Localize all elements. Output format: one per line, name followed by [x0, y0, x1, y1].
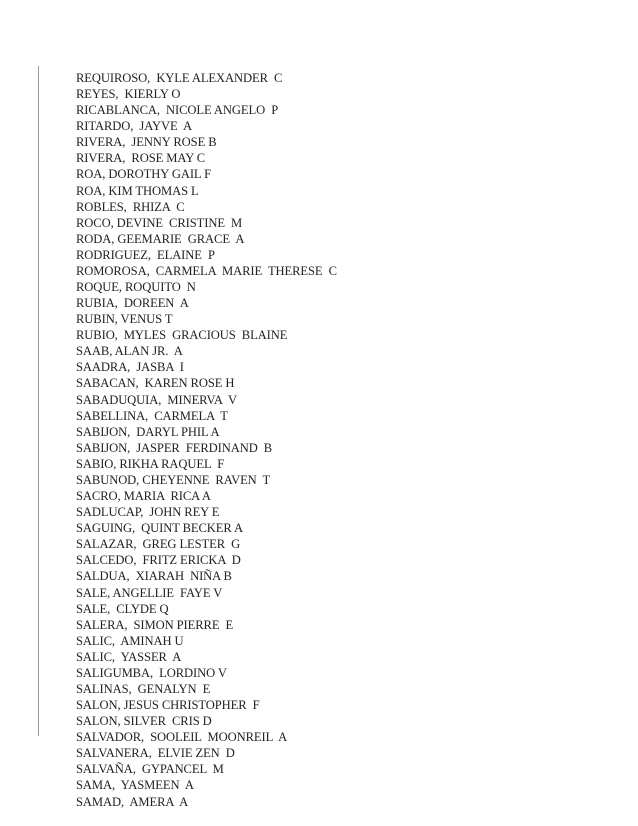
name-entry: SALIC, YASSER A [76, 649, 182, 664]
name-entry: SAMAD, AMERA A [76, 794, 189, 809]
name-entry: ROBLES, RHIZA C [76, 199, 185, 214]
name-entry: REQUIROSO, KYLE ALEXANDER C [76, 71, 283, 85]
name-entry: SALERA, SIMON PIERRE E [76, 617, 234, 632]
name-entry: SALINAS, GENALYN E [76, 681, 211, 696]
name-entry: SAGUING, QUINT BECKER A [76, 521, 244, 536]
name-entry: SALIC, AMINAH U [76, 633, 184, 648]
name-entry: RIVERA, JENNY ROSE B [76, 135, 217, 150]
name-entry: RICABLANCA, NICOLE ANGELO P [76, 103, 279, 118]
name-list [76, 70, 337, 810]
name-entry: SALE, CLYDE Q [76, 601, 169, 616]
name-entry: SABUNOD, CHEYENNE RAVEN T [76, 472, 271, 487]
name-entry: SALVADOR, SOOLEIL MOONREIL A [76, 730, 288, 745]
name-entry: RODA, GEEMARIE GRACE A [76, 231, 245, 246]
name-entry: SAAB, ALAN JR. A [76, 344, 183, 359]
name-entry: SABIJON, DARYL PHIL A [76, 424, 220, 439]
name-entry: SALDUA, XIARAH NIÑA B [76, 569, 232, 584]
name-entry: RITARDO, JAYVE A [76, 119, 193, 134]
name-entry: ROMOROSA, CARMELA MARIE THERESE C [76, 263, 337, 278]
name-entry: SABACAN, KAREN ROSE H [76, 376, 235, 391]
name-entry: RIVERA, ROSE MAY C [76, 151, 206, 166]
name-entry: SALON, JESUS CHRISTOPHER F [76, 698, 260, 713]
name-entry: SABIJON, JASPER FERDINAND B [76, 440, 273, 455]
name-entry: RUBIN, VENUS T [76, 312, 173, 327]
name-entry: SALCEDO, FRITZ ERICKA D [76, 553, 241, 568]
name-entry: SADLUCAP, JOHN REY E [76, 505, 220, 520]
name-entry: ROA, KIM THOMAS L [76, 183, 199, 198]
name-entry: SAADRA, JASBA I [76, 360, 184, 375]
name-entry: SALVAÑA, GYPANCEL M [76, 762, 224, 777]
name-entry: SALE, ANGELLIE FAYE V [76, 585, 223, 600]
name-entry: SACRO, MARIA RICA A [76, 489, 211, 504]
name-entry: SALON, SILVER CRIS D [76, 714, 212, 729]
name-entry: SALVANERA, ELVIE ZEN D [76, 746, 235, 761]
name-entry: SABIO, RIKHA RAQUEL F [76, 456, 225, 471]
name-entry: SALIGUMBA, LORDINO V [76, 665, 227, 680]
name-entry: SALAZAR, GREG LESTER G [76, 537, 241, 552]
name-entry: RODRIGUEZ, ELAINE P [76, 247, 215, 262]
name-entry: ROA, DOROTHY GAIL F [76, 167, 211, 182]
name-entry: RUBIO, MYLES GRACIOUS BLAINE [76, 328, 288, 343]
name-entry: RUBIA, DOREEN A [76, 296, 189, 311]
name-entry: SABADUQUIA, MINERVA V [76, 392, 238, 407]
name-entry: SAMA, YASMEEN A [76, 778, 194, 793]
name-entry: REYES, KIERLY O [76, 87, 181, 102]
name-entry: SABELLINA, CARMELA T [76, 408, 228, 423]
name-entry: ROQUE, ROQUITO N [76, 280, 196, 295]
name-entry: ROCO, DEVINE CRISTINE M [76, 215, 243, 230]
left-margin-rule [38, 66, 39, 736]
